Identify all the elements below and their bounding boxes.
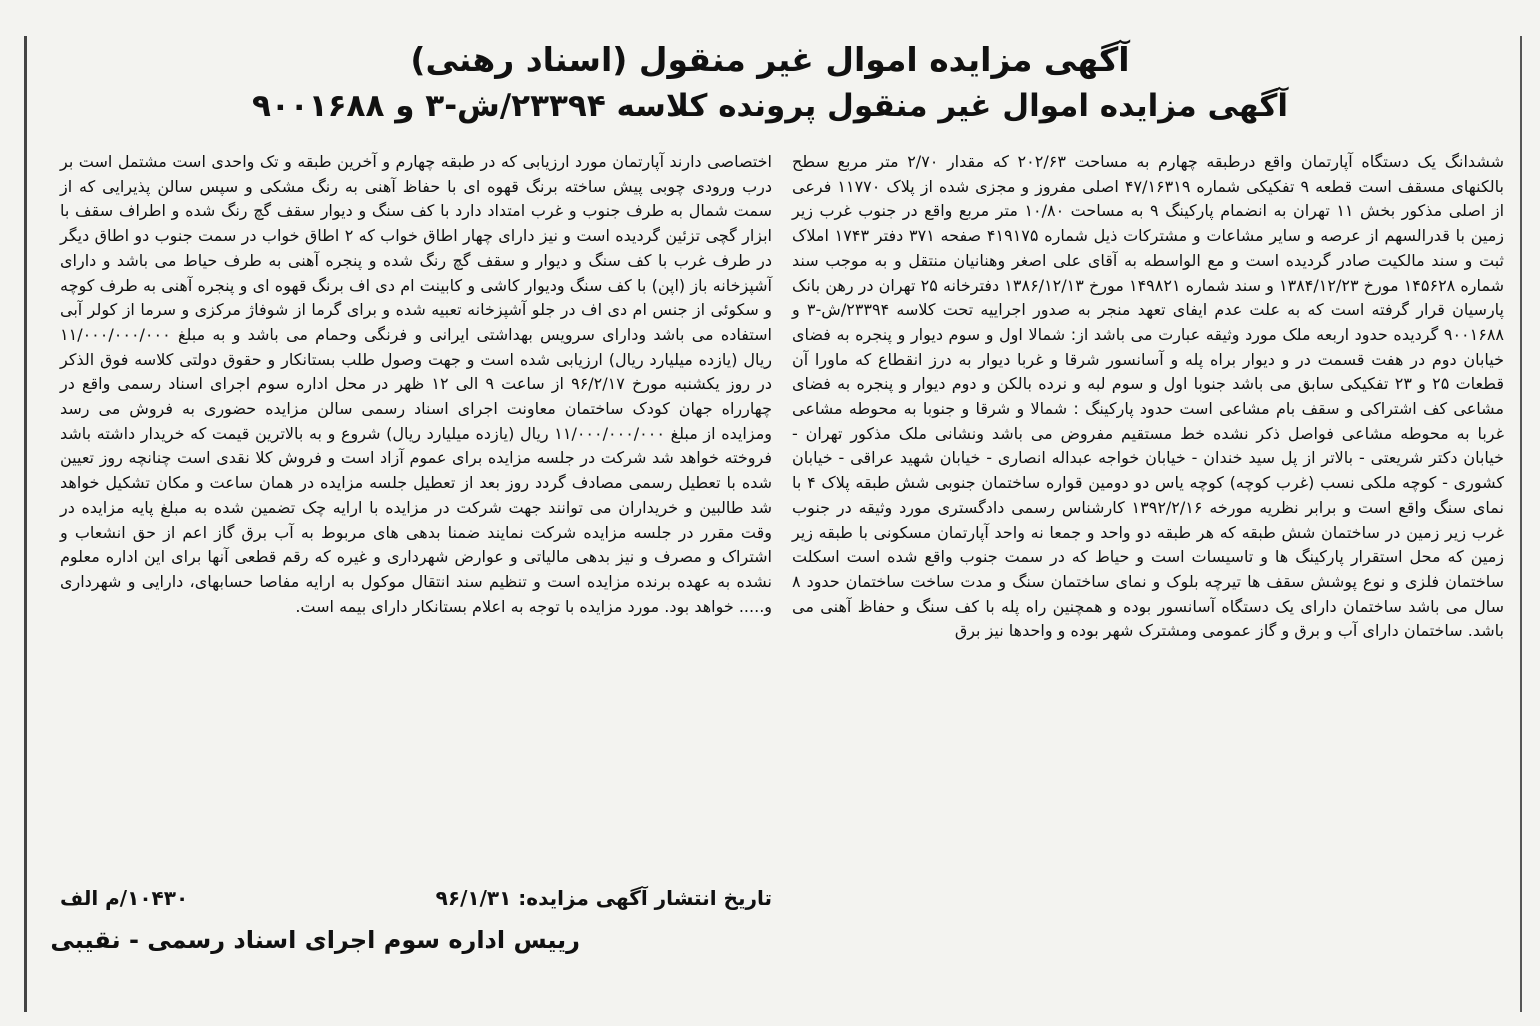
left-column-text: اختصاصی دارند آپارتمان مورد ارزیابی که در طبقه چهارم و آخرین طبقه و تک واحدی است مشتمل است بر درب ورودی چوبی پیش ساخته برنگ قهوه ای با حفاظ آهنی به رنگ مشکی و سپس سالن پذیرایی که از سمت شمال به طرف جنوب و غرب امتداد دارد با کف سنگ و دیوار سقف گچ رنگ شده و اطراف سقف با ابزار گچی تزئین گردیده است و نیز دارای چهار اطاق خواب که ۲ اطاق خواب در سمت جنوب دو اطاق دیگر در طرف غرب با کف سنگ و دیوار و سقف گچ رنگ شده و پنجره آهنی به طرف حیاط می باشد و دارای آشپزخانه باز (اپن) با کف سنگ ودیوار کاشی و کابینت ام دی اف برنگ قهوه ای و پنجره آهنی به طرف کوچه و سکوئی از جنس ام دی اف در جلو آشپزخانه تعبیه شده و برای گرما از شوفاژ مرکزی و سرما از کولر آبی استفاده می باشد ودارای سرویس بهداشتی ایرانی و فرنگی وحمام می باشد و به مبلغ ۱۱/۰۰۰/۰۰۰/۰۰۰ ریال (یازده میلیارد ریال) ارزیابی شده است و جهت وصول طلب بستانکار و حقوق دولتی کلاسه فوق الذکر در روز یکشنبه مورخ ۹۶/۲/۱۷ از ساعت ۹ الی ۱۲ ظهر در محل اداره سوم اجرای اسناد رسمی واقع در چهارراه جهان کودک ساختمان معاونت اجرای اسناد رسمی سالن مزایده حضوری به فروش می رسد ومزایده از مبلغ ۱۱/۰۰۰/۰۰۰/۰۰۰ ریال (یازده میلیارد ریال) شروع و به بالاترین قیمت که خریدار داشته باشد فروخته خواهد شد شرکت در جلسه مزایده برای عموم آزاد است و فروش کلا نقدی است چنانچه روز تعیین شده با تعطیل رسمی مصادف گردد روز بعد از تعطیل جلسه مزایده در همان ساعت و مکان تشکیل خواهد شد طالبین و خریداران می توانند جهت شرکت در مزایده با ارایه چک تضمین شده به مبلغ پایه مزایده در وقت مقرر در جلسه مزایده شرکت نمایند ضمنا بدهی های مربوط به آب برق گاز اعم از حق انشعاب و اشتراک و مصرف و نیز بدهی مالیاتی و عوارض شهرداری و غیره که رقم قطعی آنها برای این اداره معلوم نشده به عهده برنده مزایده است و تنظیم سند انتقال موکول به ارایه مفاصا حسابهای، دارایی و شهرداری و..... خواهد بود. مورد مزایده با توجه به اعلام بستانکار دارای بیمه است. — [60, 152, 773, 616]
publish-info — [60, 886, 772, 910]
notice-title: آگهی مزایده اموال غیر منقول (اسناد رهنی) — [410, 40, 1130, 79]
right-column-text: ششدانگ یک دستگاه آپارتمان واقع درطبقه چهارم به مساحت ۲۰۲/۶۳ که مقدار ۲/۷۰ متر مربع سطح بالکنهای مسقف است قطعه ۹ تفکیکی شماره ۴۷/۱۶۳۱۹ اصلی مفروز و مجزی شده از پلاک ۱۱۷۷۰ فرعی از اصلی مذکور بخش ۱۱ تهران به انضمام پارکینگ ۹ به مساحت ۱۰/۸۰ متر مربع واقع در جنوب غرب زیر زمین با قدرالسهم از عرصه و سایر مشاعات و مشترکات ذیل شماره ۴۱۹۱۷۵ صفحه ۳۷۱ دفتر ۱۷۴۳ املاک ثبت و سند مالکیت صادر گردیده است و مع الواسطه به آقای علی اصغر وهنانیان منتقل و به موجب سند شماره ۱۴۵۶۲۸ مورخ ۱۳۸۴/۱۲/۲۳ و سند شماره ۱۴۹۸۲۱ مورخ ۱۳۸۶/۱۲/۱۳ دفترخانه ۲۵ تهران در رهن بانک پارسیان قرار گرفته است که به علت عدم ایفای تعهد منجر به صدور اجراییه تحت کلاسه ۲۳۳۹۴/ش-۳ و ۹۰۰۱۶۸۸ گردیده حدود اربعه ملک مورد وثیقه عبارت می باشد از: شمالا اول و سوم دیوار و پنجره به فضای خیابان دوم در هفت قسمت در و دیوار براه پله و آسانسور شرقا و غربا دیوار به درز انقطاع که ماورا آن قطعات ۲۵ و ۲۳ تفکیکی سابق می باشد جنوبا اول و سوم لبه و نرده بالکن و دوم دیوار و پنجره به فضای مشاعی کف اشتراکی و سقف بام مشاعی است حدود پارکینگ : شمالا و شرقا و جنوبا به محوطه مشاعی غربا به محوطه مشاعی فواصل ذکر نشده خط مستقیم مفروض می باشد ونشانی ملک مذکور تهران - خیابان دکتر شریعتی - بالاتر از پل سید خندان - خیابان خواجه عبداله انصاری - خیابان شهید عراقی - خیابان کشوری - کوچه ملکی نسب (غرب کوچه) کوچه یاس دو دومین قواره ساختمان جنوبی شش طبقه پلاک ۴ با نمای سنگ واقع است و برابر نظریه مورخه ۱۳۹۲/۲/۱۶ کارشناس رسمی دادگستری مورد وثیقه در جنوب غرب زیر زمین در ساختمان شش طبقه که هر طبقه دو واحد و جمعا نه واحد آپارتمان مسکونی با طبقه زیر زمین که محل استقرار پارکینگ ها و تاسیسات است و حیاط که در سمت جنوب واقع شده است اسکلت ساختمان فلزی و نوع پوشش سقف ها تیرچه بلوک و نمای ساختمان سنگ و مدت ساخت ساختمان حدود ۸ سال می باشد ساختمان دارای یک دستگاه آسانسور بوده و همچنین راه پله با کف سنگ و حفاظ آهنی می باشد. ساختمان دارای آب و برق و گاز عمومی ومشترک شهر بوده و واحدها نیز برق — [792, 152, 1505, 641]
text-column-left — [60, 150, 772, 619]
publish-date: تاریخ انتشار آگهی مزایده: ۹۶/۱/۳۱ — [435, 886, 772, 910]
signature-line: رییس اداره سوم اجرای اسناد رسمی - نقیبی — [50, 926, 580, 954]
reference-number: ۱۰۴۳۰/م الف — [60, 886, 189, 910]
text-column-right — [792, 150, 1504, 644]
notice-subtitle: آگهی مزایده اموال غیر منقول پرونده کلاسه ۲۳۳۹۴/ش-۳ و ۹۰۰۱۶۸۸ — [251, 88, 1289, 124]
